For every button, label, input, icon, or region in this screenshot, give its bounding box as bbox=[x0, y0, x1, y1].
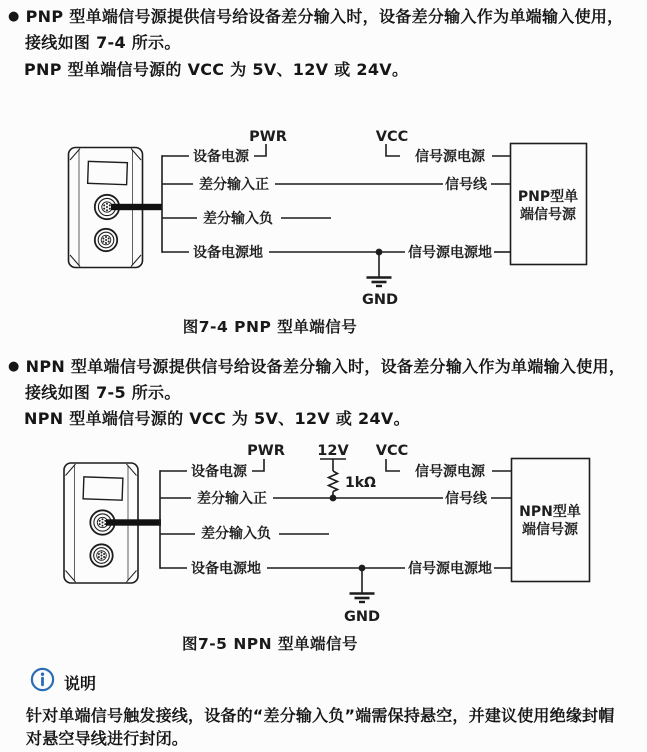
note-title: 说明 bbox=[64, 674, 97, 693]
label-source-power-ground: 信号源电源地 bbox=[408, 561, 492, 577]
label-vcc: VCC bbox=[375, 443, 409, 459]
bullet-marker: ● bbox=[8, 9, 20, 24]
figure-caption-7-5: 图7-5 NPN 型单端信号 bbox=[181, 635, 359, 653]
label-diff-input-pos: 差分输入正 bbox=[197, 491, 267, 507]
label-device-power: 设备电源 bbox=[191, 464, 247, 480]
pullup-resistor-branch bbox=[320, 459, 346, 501]
junction-dot bbox=[330, 495, 337, 502]
device-screen bbox=[88, 161, 128, 184]
label-resistor-value: 1kΩ bbox=[345, 475, 376, 491]
label-signal-line: 信号线 bbox=[445, 177, 487, 193]
label-gnd: GND bbox=[361, 292, 399, 308]
pnp-wiring-diagram bbox=[0, 110, 647, 315]
label-gnd: GND bbox=[343, 609, 381, 625]
figure-caption-7-4: 图7-4 PNP 型单端信号 bbox=[182, 318, 358, 336]
label-diff-input-pos: 差分输入正 bbox=[199, 177, 269, 193]
npn-intro-line1: NPN 型单端信号源提供信号给设备差分输入时，设备差分输入作为单端输入使用， bbox=[25, 357, 626, 376]
ground-symbol-icon bbox=[367, 252, 392, 286]
info-icon bbox=[29, 666, 56, 693]
device-cable bbox=[106, 519, 161, 525]
source-box-label: 端信号源 bbox=[522, 522, 578, 538]
label-device-power-ground: 设备电源地 bbox=[193, 245, 263, 261]
signal-source-box bbox=[512, 459, 590, 582]
pnp-vcc-line: PNP 型单端信号源的 VCC 为 5V、12V 或 24V。 bbox=[24, 60, 409, 79]
npn-wiring-diagram bbox=[0, 435, 647, 640]
wire-vcc-elbow bbox=[386, 144, 400, 156]
label-pwr: PWR bbox=[249, 129, 287, 145]
label-diff-input-neg: 差分输入负 bbox=[201, 526, 271, 542]
pnp-intro-line2: 接线如图 7-4 所示。 bbox=[25, 33, 181, 52]
bullet-paragraph-npn bbox=[8, 354, 625, 377]
label-source-power-ground: 信号源电源地 bbox=[408, 245, 492, 261]
label-device-power-ground: 设备电源地 bbox=[191, 561, 261, 577]
npn-vcc-line: NPN 型单端信号源的 VCC 为 5V、12V 或 24V。 bbox=[24, 409, 410, 428]
device-cable bbox=[111, 204, 162, 210]
m12-connector-icon bbox=[95, 229, 117, 251]
wire-pwr-elbow bbox=[254, 144, 266, 156]
m12-connector-icon bbox=[90, 544, 112, 566]
label-source-power: 信号源电源 bbox=[415, 464, 485, 480]
label-12v: 12V bbox=[317, 443, 349, 459]
label-device-power: 设备电源 bbox=[193, 149, 249, 165]
source-box-label: 端信号源 bbox=[520, 207, 576, 223]
label-vcc: VCC bbox=[375, 129, 409, 145]
note-text-line1: 针对单端信号触发接线，设备的“差分输入负”端需保持悬空，并建议使用绝缘封帽 bbox=[26, 706, 615, 725]
source-box-label: PNP型单 bbox=[517, 189, 579, 205]
npn-intro-line2: 接线如图 7-5 所示。 bbox=[25, 383, 181, 402]
label-source-power: 信号源电源 bbox=[415, 149, 485, 165]
device-screen bbox=[83, 477, 123, 500]
ground-symbol-icon bbox=[350, 568, 375, 602]
source-box-label: NPN型单 bbox=[519, 504, 581, 520]
pnp-intro-line1: PNP 型单端信号源提供信号给设备差分输入时，设备差分输入作为单端输入使用， bbox=[25, 7, 624, 26]
wire-pwr-elbow bbox=[252, 459, 264, 471]
label-diff-input-neg: 差分输入负 bbox=[203, 211, 273, 227]
resistor-icon bbox=[329, 471, 338, 492]
note-text-line2: 对悬空导线进行封闭。 bbox=[26, 729, 189, 748]
label-signal-line: 信号线 bbox=[445, 491, 487, 507]
bullet-marker: ● bbox=[8, 359, 20, 374]
wire-vcc-elbow bbox=[386, 459, 400, 471]
bullet-paragraph-pnp bbox=[8, 4, 623, 27]
label-pwr: PWR bbox=[247, 443, 285, 459]
